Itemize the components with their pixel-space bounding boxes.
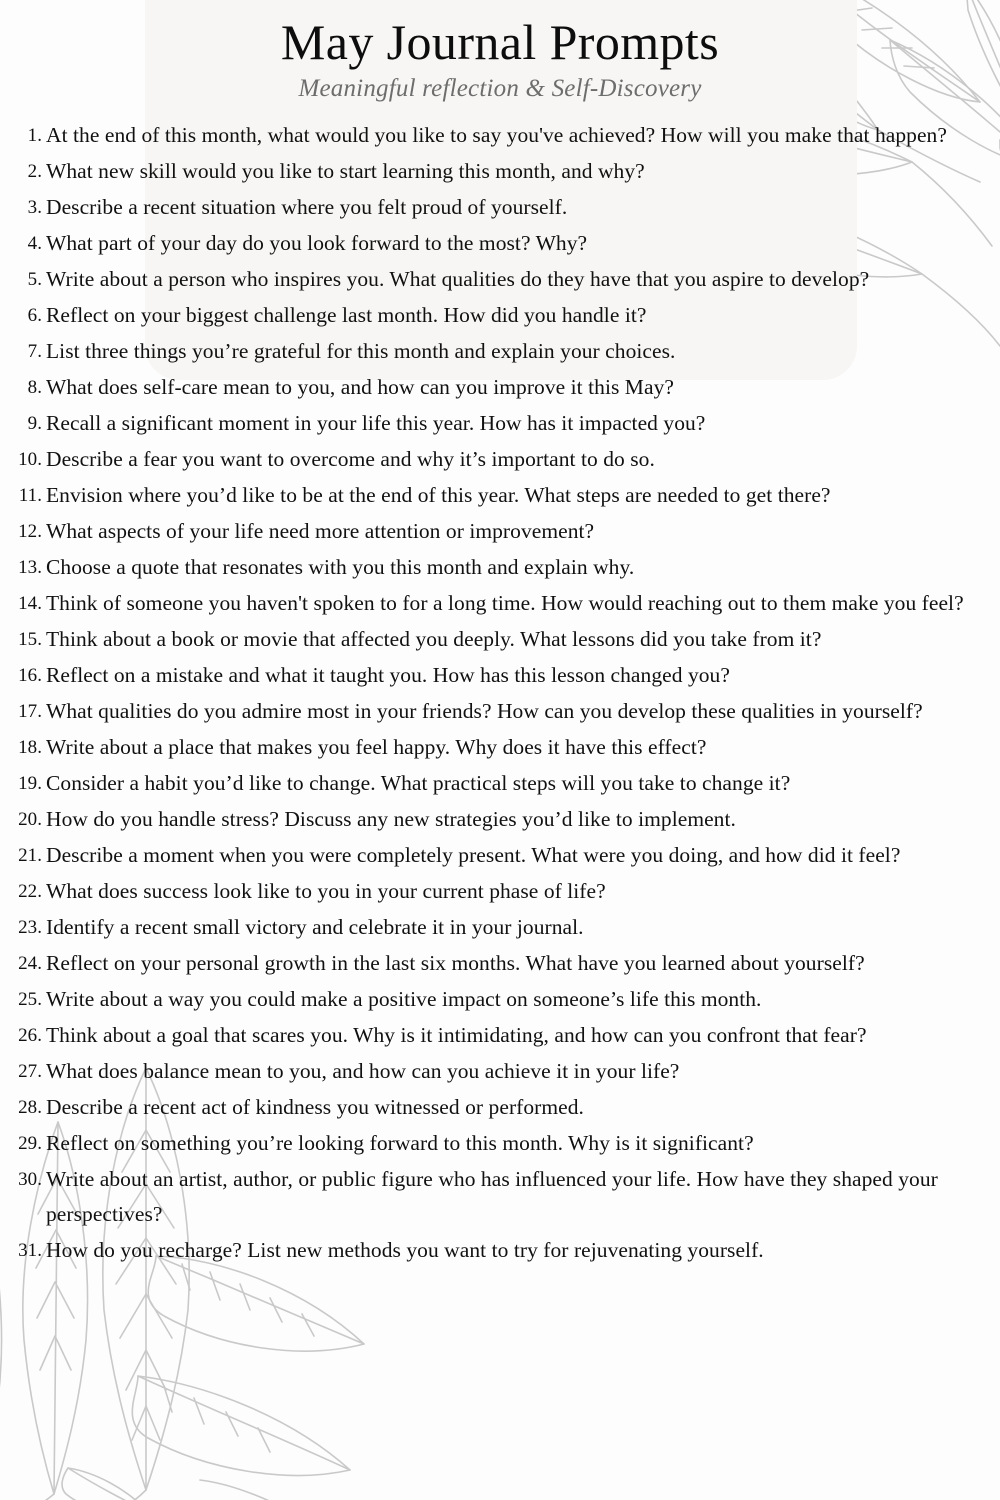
- page-header: [0, 0, 1000, 104]
- prompt-number: 18.: [18, 737, 42, 758]
- prompt-number: 3.: [27, 197, 42, 218]
- prompt-text: What does success look like to you in your current phase of life?: [46, 879, 606, 903]
- prompt-text: Reflect on your personal growth in the last six months. What have you learned about yourself?: [46, 951, 865, 975]
- page-title: May Journal Prompts: [280, 14, 720, 70]
- prompt-list-item: [0, 442, 1000, 477]
- prompt-text: Write about an artist, author, or public figure who has influenced your life. How have they shaped your perspectives?: [46, 1167, 938, 1226]
- prompt-number: 2.: [27, 161, 42, 182]
- prompt-number: 1.: [27, 125, 42, 146]
- prompt-number: 27.: [18, 1061, 42, 1082]
- prompt-text: At the end of this month, what would you like to say you've achieved? How will you make that happen?: [46, 123, 947, 147]
- prompt-text: Identify a recent small victory and celebrate it in your journal.: [46, 915, 584, 939]
- prompt-list-item: [0, 226, 1000, 261]
- prompt-list-item: [0, 1233, 1000, 1268]
- prompt-list-item: [0, 622, 1000, 657]
- prompt-list-item: [0, 802, 1000, 837]
- prompt-list-item: [0, 154, 1000, 189]
- prompt-list-item: [0, 874, 1000, 909]
- prompt-list-item: [0, 370, 1000, 405]
- prompt-number: 14.: [18, 593, 42, 614]
- prompt-list-item: [0, 982, 1000, 1017]
- prompt-text: How do you recharge? List new methods you want to try for rejuvenating yourself.: [46, 1238, 764, 1262]
- prompt-number: 13.: [18, 557, 42, 578]
- prompt-list-item: [0, 118, 1000, 153]
- prompt-number: 20.: [18, 809, 42, 830]
- prompt-list-item: [0, 730, 1000, 765]
- prompt-text: Describe a recent act of kindness you witnessed or performed.: [46, 1095, 584, 1119]
- prompt-number: 5.: [27, 269, 42, 290]
- prompt-text: Describe a fear you want to overcome and why it’s important to do so.: [46, 447, 655, 471]
- prompt-text: What does self-care mean to you, and how can you improve it this May?: [46, 375, 674, 399]
- prompt-list-item: [0, 1126, 1000, 1161]
- prompt-list-item: [0, 478, 1000, 513]
- prompt-number: 12.: [18, 521, 42, 542]
- prompt-text: Reflect on something you’re looking forward to this month. Why is it significant?: [46, 1131, 754, 1155]
- prompt-number: 23.: [18, 917, 42, 938]
- prompt-text: What part of your day do you look forward to the most? Why?: [46, 231, 588, 255]
- prompt-list-item: [0, 1018, 1000, 1053]
- prompt-number: 16.: [18, 665, 42, 686]
- prompt-text: Reflect on a mistake and what it taught you. How has this lesson changed you?: [46, 663, 730, 687]
- prompt-list-item: [0, 190, 1000, 225]
- prompt-text: Describe a moment when you were completely present. What were you doing, and how did it feel?: [46, 843, 901, 867]
- prompt-number: 9.: [27, 413, 42, 434]
- prompt-number: 21.: [18, 845, 42, 866]
- prompt-number: 24.: [18, 953, 42, 974]
- prompt-number: 10.: [18, 449, 42, 470]
- prompt-number: 4.: [27, 233, 42, 254]
- prompt-number: 22.: [18, 881, 42, 902]
- prompt-list-item: [0, 298, 1000, 333]
- prompt-text: Reflect on your biggest challenge last month. How did you handle it?: [46, 303, 647, 327]
- prompt-text: Choose a quote that resonates with you this month and explain why.: [46, 555, 635, 579]
- prompt-list-item: [0, 838, 1000, 873]
- prompt-number: 17.: [18, 701, 42, 722]
- prompt-list-item: [0, 406, 1000, 441]
- prompt-number: 7.: [27, 341, 42, 362]
- prompt-text: Write about a person who inspires you. What qualities do they have that you aspire to develop?: [46, 267, 870, 291]
- prompt-list: [0, 118, 1000, 1268]
- prompt-number: 31.: [18, 1240, 42, 1261]
- prompt-number: 11.: [18, 485, 42, 506]
- page-subtitle: Meaningful reflection & Self-Discovery: [298, 75, 702, 102]
- prompt-text: Recall a significant moment in your life this year. How has it impacted you?: [46, 411, 706, 435]
- prompt-text: What does balance mean to you, and how can you achieve it in your life?: [46, 1059, 680, 1083]
- prompt-text: How do you handle stress? Discuss any new strategies you’d like to implement.: [46, 807, 736, 831]
- prompt-number: 29.: [18, 1133, 42, 1154]
- prompt-list-item: [0, 694, 1000, 729]
- prompt-text: What new skill would you like to start learning this month, and why?: [46, 159, 645, 183]
- prompt-list-item: [0, 514, 1000, 549]
- prompt-text: Write about a place that makes you feel happy. Why does it have this effect?: [46, 735, 707, 759]
- prompt-text: Consider a habit you’d like to change. What practical steps will you take to change it?: [46, 771, 791, 795]
- prompt-number: 6.: [27, 305, 42, 326]
- prompt-text: Write about a way you could make a positive impact on someone’s life this month.: [46, 987, 762, 1011]
- prompt-number: 15.: [18, 629, 42, 650]
- prompt-number: 8.: [27, 377, 42, 398]
- prompt-text: Think about a goal that scares you. Why is it intimidating, and how can you confront that fear?: [46, 1023, 867, 1047]
- prompt-text: List three things you’re grateful for this month and explain your choices.: [46, 339, 676, 363]
- prompt-number: 19.: [18, 773, 42, 794]
- prompt-list-item: [0, 658, 1000, 693]
- prompt-number: 26.: [18, 1025, 42, 1046]
- prompt-list-item: [0, 766, 1000, 801]
- prompt-list-item: [0, 946, 1000, 981]
- prompt-list-item: [0, 334, 1000, 369]
- prompt-list-item: [0, 1054, 1000, 1089]
- prompt-text: Describe a recent situation where you felt proud of yourself.: [46, 195, 568, 219]
- prompt-list-item: [0, 550, 1000, 585]
- prompt-text: Envision where you’d like to be at the end of this year. What steps are needed to get there?: [46, 483, 831, 507]
- prompt-text: Think about a book or movie that affected you deeply. What lessons did you take from it?: [46, 627, 822, 651]
- prompt-text: What qualities do you admire most in your friends? How can you develop these qualities in yourself?: [46, 699, 923, 723]
- prompt-text: Think of someone you haven't spoken to for a long time. How would reaching out to them make you feel?: [46, 591, 964, 615]
- prompt-list-item: [0, 1162, 1000, 1232]
- prompt-list-item: [0, 1090, 1000, 1125]
- prompt-number: 28.: [18, 1097, 42, 1118]
- prompt-list-item: [0, 910, 1000, 945]
- prompt-list-item: [0, 586, 1000, 621]
- prompt-list-item: [0, 262, 1000, 297]
- prompt-number: 30.: [18, 1169, 42, 1190]
- prompt-text: What aspects of your life need more attention or improvement?: [46, 519, 595, 543]
- prompt-number: 25.: [18, 989, 42, 1010]
